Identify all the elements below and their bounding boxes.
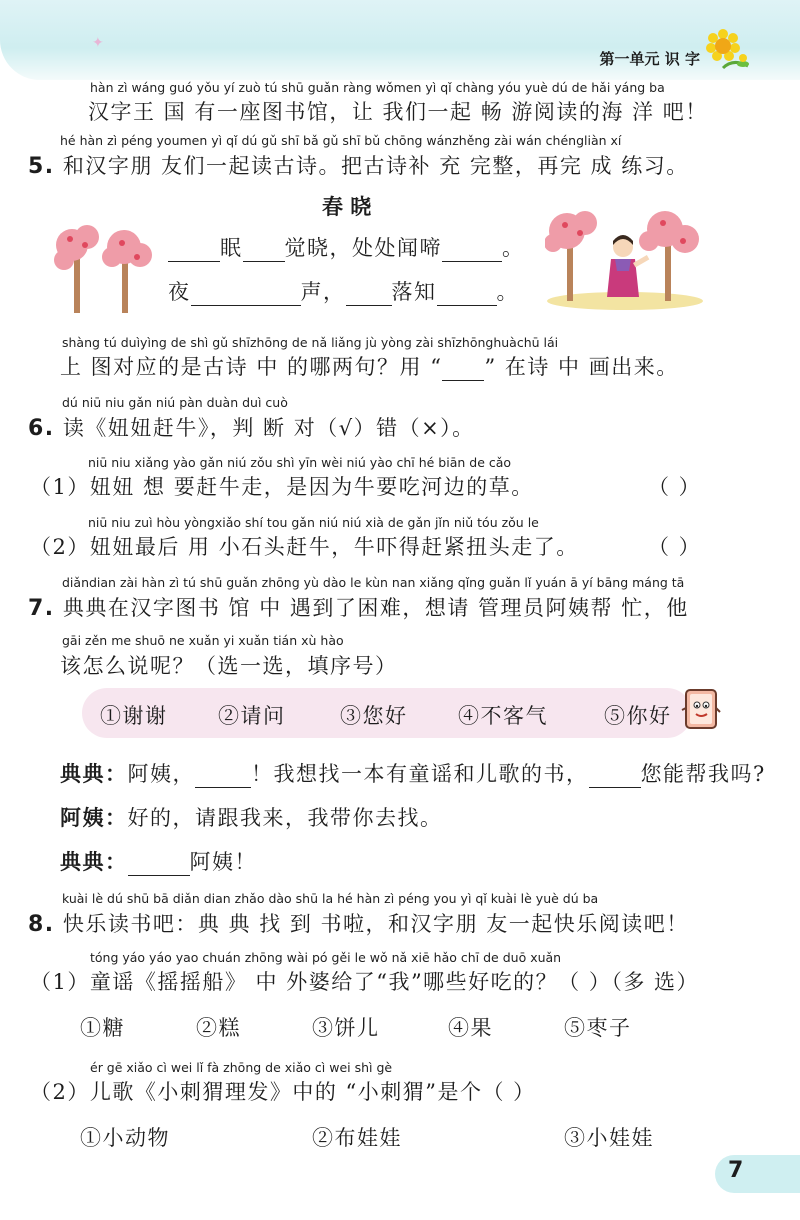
q8-number: 8. <box>28 912 55 937</box>
sunflower-icon <box>703 28 763 78</box>
q7-option-2[interactable]: ②请问 <box>218 704 286 728</box>
dialog-line-2 <box>60 802 443 832</box>
dialog-blank-2[interactable] <box>589 765 641 788</box>
intro-text: 汉字王 国 有一座图书馆，让 我们一起 畅 游阅读的海 洋 吧！ <box>88 100 708 124</box>
q5-text: 和汉字朋 友们一起读古诗。把古诗补 充 完整，再完 成 练习。 <box>62 154 689 178</box>
q5-sub-pinyin: shàng tú duìyìng de shì gǔ shīzhōng de nǎ liǎng jù yòng zài shīzhōnghuàchū lái <box>62 335 559 350</box>
q6-item1-text: （1）妞妞 想 要赶牛走，是因为牛要吃河边的草。 <box>30 475 534 499</box>
q7-option-1[interactable]: ①谢谢 <box>100 704 168 728</box>
star-decoration: ✦ <box>92 35 104 51</box>
poem-blank-6[interactable] <box>437 283 497 306</box>
page-number: 7 <box>728 1158 744 1183</box>
q8-sub1-option-3[interactable]: ③饼儿 <box>312 1016 380 1040</box>
poem-blank-5[interactable] <box>346 283 392 306</box>
q6-number: 6. <box>28 416 55 441</box>
q7-text-1: 典典在汉字图书 馆 中 遇到了困难，想请 管理员阿姨帮 忙，他 <box>62 596 689 620</box>
dialog-text-1a: 阿姨， <box>127 762 195 786</box>
dialog-blank-3[interactable] <box>128 853 190 876</box>
q6-item2-pinyin: niū niu zuì hòu yòngxiǎo shí tou gǎn niú niú xià de gǎn jǐn niǔ tóu zǒu le <box>88 515 539 530</box>
dialog-line-1 <box>60 758 766 788</box>
poem-blank-1[interactable] <box>168 239 220 262</box>
poem-blank-4[interactable] <box>191 283 301 306</box>
q6-item2-text: （2）妞妞最后 用 小石头赶牛，牛吓得赶紧扭头走了。 <box>30 535 579 559</box>
q5-sub-text-a: 上 图对应的是古诗 中 的哪两句？用 “ <box>60 355 443 379</box>
q7-pinyin-2: gāi zěn me shuō ne xuǎn yi xuǎn tián xù hào <box>62 633 344 648</box>
dialog-blank-1[interactable] <box>195 765 251 788</box>
poem-word-4: 夜 <box>168 280 191 304</box>
poem-word-5: 声， <box>300 280 346 304</box>
q7-text-2: 该怎么说呢？（选一选，填序号） <box>60 654 398 678</box>
q8-sub1-text: （1）童谣《摇摇船》 中 外婆给了“我”哪些好吃的？（ ）（多 选） <box>30 970 700 994</box>
poem-word-1: 眠 <box>220 236 243 260</box>
dialog-text-1b: ！我想找一本有童谣和儿歌的书， <box>251 762 589 786</box>
q8-sub1-option-4[interactable]: ④果 <box>448 1016 493 1040</box>
q6-pinyin: dú niū niu gǎn niú pàn duàn duì cuò <box>62 395 288 410</box>
q7-pinyin-1: diǎndian zài hàn zì tú shū guǎn zhōng yù dào le kùn nan xiǎng qǐng guǎn lǐ yuán ā yí bāng máng tā <box>62 575 685 590</box>
q5-sub-text-b: ” 在诗 中 画出来。 <box>484 355 679 379</box>
q7-option-4[interactable]: ④不客气 <box>458 704 548 728</box>
q8-sub1-option-2[interactable]: ②糕 <box>196 1016 241 1040</box>
dialog-speaker-3: 典典： <box>60 849 128 874</box>
q6-question <box>28 412 475 442</box>
q8-text: 快乐读书吧：典 典 找 到 书啦，和汉字朋 友一起快乐阅读吧！ <box>62 912 689 936</box>
poem-word-7: 。 <box>496 280 519 304</box>
q6-item1-pinyin: niū niu xiǎng yào gǎn niú zǒu shì yīn wèi niú yào chī hé biān de cǎo <box>88 455 512 470</box>
q5-question <box>28 150 689 180</box>
dialog-text-3: 阿姨！ <box>189 850 257 874</box>
dialog-text-2: 好的，请跟我来，我带你去找。 <box>127 806 443 830</box>
q7-option-5[interactable]: ⑤你好 <box>604 704 672 728</box>
q8-sub2-option-2[interactable]: ②布娃娃 <box>312 1126 402 1150</box>
q8-sub2-option-1[interactable]: ①小动物 <box>80 1126 170 1150</box>
book-mascot-icon <box>680 688 722 734</box>
q8-sub1-pinyin: tóng yáo yáo yao chuán zhōng wài pó gěi le wǒ nǎ xiē hǎo chī de duō xuǎn <box>90 950 562 965</box>
poem-blank-3[interactable] <box>442 239 502 262</box>
q7-option-3[interactable]: ③您好 <box>340 704 408 728</box>
q5-pinyin: hé hàn zì péng youmen yì qǐ dú gǔ shī bǎ gǔ shī bǔ chōng wánzhěng zài wán chéngliàn xí <box>60 133 622 148</box>
poem-title: 春 晓 <box>322 194 372 219</box>
poem-blank-2[interactable] <box>243 239 285 262</box>
dialog-line-3 <box>60 846 257 876</box>
dialog-speaker-2: 阿姨： <box>60 805 128 830</box>
poem-word-3: 。 <box>502 236 525 260</box>
q6-item1-answer[interactable]: （ ） <box>648 475 702 499</box>
poem-word-6: 落知 <box>391 280 437 304</box>
q8-pinyin: kuài lè dú shū bā diǎn dian zhǎo dào shū la hé hàn zì péng you yì qǐ kuài lè yuè dú ba <box>62 891 599 906</box>
q5-subquestion <box>60 351 679 381</box>
q6-text: 读《妞妞赶牛》，判 断 对（√）错（×）。 <box>62 416 475 440</box>
unit-title: 第一单元 识 字 <box>599 50 700 68</box>
q8-sub2-text: （2）儿歌《小刺猬理发》中的 “小刺猬”是个（ ） <box>30 1080 536 1104</box>
girl-cherry-tree-illustration <box>545 205 705 310</box>
q5-sub-blank[interactable] <box>442 358 484 381</box>
q6-item2-answer[interactable]: （ ） <box>648 535 702 559</box>
poem-word-2: 觉晓，处处闻啼 <box>284 236 442 260</box>
dialog-speaker-1: 典典： <box>60 761 128 786</box>
dialog-text-1c: 您能帮我吗? <box>640 762 766 786</box>
q7-number: 7. <box>28 596 55 621</box>
q5-number: 5. <box>28 154 55 179</box>
poem-line-2 <box>168 276 519 306</box>
q8-sub2-option-3[interactable]: ③小娃娃 <box>564 1126 654 1150</box>
q8-sub1-option-1[interactable]: ①糖 <box>80 1016 125 1040</box>
q7-question-1 <box>28 592 689 622</box>
cherry-tree-illustration-left <box>52 215 172 315</box>
q8-sub2-pinyin: ér gē xiǎo cì wei lǐ fà zhōng de xiǎo cì wei shì gè <box>90 1060 393 1075</box>
intro-pinyin: hàn zì wáng guó yǒu yí zuò tú shū guǎn ràng wǒmen yì qǐ chàng yóu yuè dú de hǎi yáng ba <box>90 80 665 95</box>
q8-sub1-option-5[interactable]: ⑤枣子 <box>564 1016 632 1040</box>
poem-line-1 <box>168 232 525 262</box>
q8-question <box>28 908 689 938</box>
